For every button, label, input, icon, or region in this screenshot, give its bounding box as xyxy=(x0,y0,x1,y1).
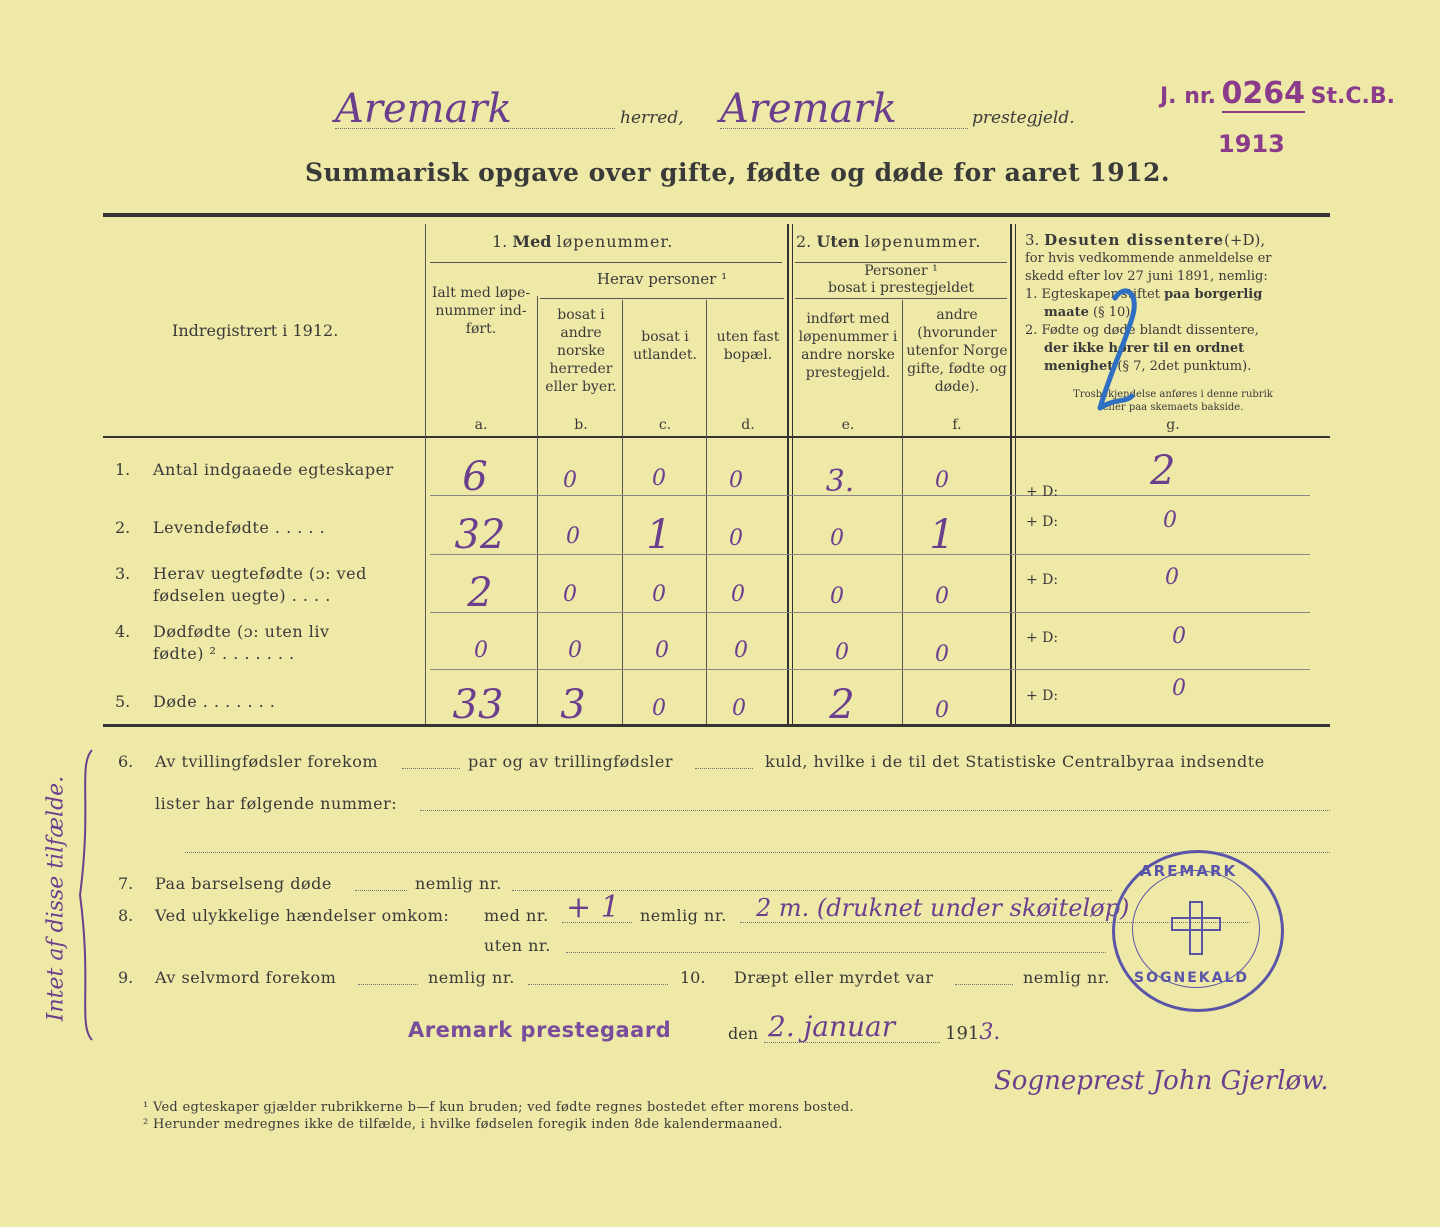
section1-num: 1. xyxy=(492,232,508,251)
stamp-bottom-text: SOGNEKALD xyxy=(1134,970,1249,986)
place-stamp: Aremark prestegaard xyxy=(408,1018,672,1042)
col-divider-7b xyxy=(1015,224,1016,724)
row-2-d: 0 xyxy=(729,526,743,551)
row-1-e: 3. xyxy=(825,464,855,499)
line7-num: 7. xyxy=(118,874,134,893)
row-2-b: 0 xyxy=(566,524,580,549)
date-year xyxy=(945,1020,1000,1045)
row-3-dissent-prefix: + D: xyxy=(1026,572,1059,588)
row-1-c: 0 xyxy=(652,466,666,491)
section3-item1d: (§ 10). xyxy=(1093,305,1135,320)
line10-num: 10. xyxy=(680,968,706,987)
line10-a: Dræpt eller myrdet var xyxy=(734,968,934,987)
footnote-1: ¹ Ved egteskaper gjælder rubrikkerne b—f kun bruden; ved fødte regnes bostedet efter morens bosted. xyxy=(143,1100,854,1115)
date-year-prefix: 191 xyxy=(945,1023,980,1044)
line8-b: med nr. xyxy=(484,906,549,925)
col-letter-f: f. xyxy=(952,417,962,433)
signature: Sogneprest John Gjerløw. xyxy=(994,1066,1329,1096)
line9-b: nemlig nr. xyxy=(428,968,515,987)
line6-c: kuld, hvilke i de til det Statistiske Centralbyraa indsendte xyxy=(765,752,1265,771)
section3-item2c: menighet xyxy=(1044,359,1114,374)
col-divider-5b xyxy=(792,224,793,724)
row-2-dissent-prefix: + D: xyxy=(1026,514,1059,530)
line6-b: par og av trillingfødsler xyxy=(468,752,673,771)
personer-heading-2: bosat i prestegjeldet xyxy=(828,280,974,296)
table-bottom-rule xyxy=(103,724,1330,727)
subheader-rule-1 xyxy=(430,262,782,263)
row-5-a: 33 xyxy=(452,682,504,728)
line6-a: Av tvillingfødsler forekom xyxy=(155,752,379,771)
row-2-num: 2. xyxy=(115,518,131,537)
line6-dots-3 xyxy=(420,810,1330,811)
margin-note: Intet af disse tilfælde. xyxy=(43,775,69,1022)
row-2-a: 32 xyxy=(454,512,506,558)
line9-dots-1 xyxy=(358,984,418,985)
col-letter-b: b. xyxy=(574,417,588,433)
row-2-e: 0 xyxy=(830,526,844,551)
prestegjeld-value: Aremark xyxy=(720,86,897,132)
line9-dots-2 xyxy=(528,984,668,985)
section1-bold: Med xyxy=(512,232,552,251)
line10-b: nemlig nr. xyxy=(1023,968,1110,987)
row-2-label: Levendefødte . . . . . xyxy=(153,518,326,537)
row-4-d: 0 xyxy=(734,638,748,663)
row-4-dissent-prefix: + D: xyxy=(1026,630,1059,646)
col-b-header: bosat i andre norske herreder eller byer. xyxy=(545,307,617,395)
section3-sym: (+D), xyxy=(1224,231,1266,249)
row-3-e: 0 xyxy=(830,584,844,609)
line6-dots-1 xyxy=(402,768,460,769)
herav-personer: Herav personer ¹ xyxy=(596,270,728,288)
herred-value: Aremark xyxy=(335,86,512,132)
row-5-label: Døde . . . . . . . xyxy=(153,692,276,711)
prestegjeld-dots xyxy=(720,128,968,129)
section3-bold: Desuten dissentere xyxy=(1044,231,1225,249)
row-4-c: 0 xyxy=(655,638,669,663)
col-letter-c: c. xyxy=(658,417,672,433)
date-den: den xyxy=(728,1024,759,1043)
row-4-e: 0 xyxy=(835,640,849,665)
table-header-rule xyxy=(103,436,1330,438)
row-5-g: 0 xyxy=(1172,676,1186,701)
subheader-rule-4 xyxy=(795,298,1007,299)
herred-label: herred, xyxy=(620,108,684,128)
line6-num: 6. xyxy=(118,752,134,771)
line9-a: Av selvmord forekom xyxy=(155,968,337,987)
row-sep-4 xyxy=(430,669,1310,670)
line7-dots-1 xyxy=(355,890,407,891)
row-5-b: 3 xyxy=(560,682,586,728)
line8-c: nemlig nr. xyxy=(640,906,727,925)
footnote-2: ² Herunder medregnes ikke de tilfælde, i hvilke fødselen foregik inden 8de kalendermaaned. xyxy=(143,1117,783,1132)
row-3-d: 0 xyxy=(731,582,745,607)
col-divider-2 xyxy=(537,296,538,724)
line6-dots-2 xyxy=(695,768,753,769)
row-2-g: 0 xyxy=(1163,508,1177,533)
row-1-b: 0 xyxy=(563,468,577,493)
row-3-b: 0 xyxy=(563,582,577,607)
stamp-emblem xyxy=(1166,898,1226,958)
line8-a: Ved ulykkelige hændelser omkom: xyxy=(155,906,450,925)
line6-dots-4 xyxy=(185,852,1330,853)
row-3-label2: fødselen uegte) . . . . xyxy=(153,586,331,605)
col-letter-e: e. xyxy=(841,417,855,433)
line8-num: 8. xyxy=(118,906,134,925)
section1-rest: løpenummer. xyxy=(556,232,674,251)
section3-num: 3. xyxy=(1025,231,1040,249)
line10-dots-1 xyxy=(955,984,1013,985)
row-1-dissent-prefix: + D: xyxy=(1026,484,1059,500)
prestegjeld-label: prestegjeld. xyxy=(972,108,1075,128)
col-divider-3 xyxy=(622,300,623,724)
stamp-top-text: AREMARK xyxy=(1140,862,1238,880)
section1-heading xyxy=(492,232,673,251)
row-4-a: 0 xyxy=(474,638,488,663)
section3-item1c: maate xyxy=(1044,305,1089,320)
row-3-g: 0 xyxy=(1165,565,1179,590)
col-f-header: andre (hvorunder utenfor Norge gifte, fødte og døde). xyxy=(906,307,1008,395)
line7-b: nemlig nr. xyxy=(415,874,502,893)
line8-d: uten nr. xyxy=(484,936,551,955)
col-c-header: bosat i utlandet. xyxy=(633,329,697,363)
row-5-num: 5. xyxy=(115,692,131,711)
row-3-num: 3. xyxy=(115,564,131,583)
row-header-label: Indregistrert i 1912. xyxy=(172,321,339,340)
col-divider-6 xyxy=(902,300,903,724)
row-4-f: 0 xyxy=(935,642,949,667)
table-top-rule xyxy=(103,213,1330,217)
row-4-g: 0 xyxy=(1172,624,1186,649)
row-5-e: 2 xyxy=(829,682,855,728)
section3-item2: 2. Fødte og døde blandt dissentere, xyxy=(1025,323,1259,338)
section2-num: 2. xyxy=(796,232,812,251)
herred-dots xyxy=(335,128,615,129)
row-1-a: 6 xyxy=(462,454,488,500)
line8-nemlig-value: 2 m. (druknet under skøiteløp) xyxy=(756,894,1130,922)
row-2-f: 1 xyxy=(929,512,955,558)
journal-year: 1913 xyxy=(1218,130,1285,158)
row-sep-2 xyxy=(430,554,1310,555)
line8-dots-3 xyxy=(566,952,1106,953)
line7-a: Paa barselseng døde xyxy=(155,874,332,893)
section3-line1: for hvis vedkommende anmeldelse er xyxy=(1025,251,1272,266)
line6-d: lister har følgende nummer: xyxy=(155,794,398,813)
row-5-c: 0 xyxy=(652,696,666,721)
col-letter-a: a. xyxy=(474,417,488,433)
col-divider-7 xyxy=(1010,224,1012,724)
personer-heading: Personer ¹ xyxy=(864,263,938,279)
date-value: 2. januar xyxy=(768,1010,896,1043)
row-4-b: 0 xyxy=(568,638,582,663)
row-1-num: 1. xyxy=(115,460,131,479)
section3-note2: eller paa skemaets bakside. xyxy=(1102,402,1244,413)
row-4-label2: fødte) ² . . . . . . . xyxy=(153,644,295,663)
row-3-c: 0 xyxy=(652,582,666,607)
col-d-header: uten fast bopæl. xyxy=(716,329,780,363)
section2-bold: Uten xyxy=(816,232,860,251)
col-divider-4 xyxy=(706,300,707,724)
section2-heading xyxy=(796,232,981,251)
row-5-f: 0 xyxy=(935,698,949,723)
section3-note1: Trosbekjendelse anføres i denne rubrik xyxy=(1073,389,1273,400)
row-1-f: 0 xyxy=(935,468,949,493)
section3-item2b: der ikke hører til en ordnet xyxy=(1044,341,1245,356)
section3-line2: skedd efter lov 27 juni 1891, nemlig: xyxy=(1025,269,1268,284)
row-3-label: Herav uegtefødte (ɔ: ved xyxy=(153,564,367,583)
line8-med-value: + 1 xyxy=(566,890,620,925)
date-dots xyxy=(764,1042,940,1043)
col-e-header: indført med løpenummer i andre norske prestegjeld. xyxy=(798,311,898,381)
col-letter-g: g. xyxy=(1166,417,1180,433)
col-divider-1 xyxy=(425,224,426,724)
row-sep-3 xyxy=(430,612,1310,613)
row-1-g: 2 xyxy=(1150,448,1176,494)
journal-stamp xyxy=(1160,76,1395,111)
row-5-dissent-prefix: + D: xyxy=(1026,688,1059,704)
col-divider-5 xyxy=(787,224,789,724)
journal-prefix: J. nr. xyxy=(1160,84,1216,109)
section3-item2d: (§ 7, 2det punktum). xyxy=(1117,359,1252,374)
page-title: Summarisk opgave over gifte, fødte og døde for aaret 1912. xyxy=(305,158,1171,187)
section3-item1a: 1. Egteskaper stiftet xyxy=(1025,287,1160,302)
section3-heading xyxy=(1025,231,1335,249)
journal-number: 0264 xyxy=(1221,76,1306,111)
row-3-f: 0 xyxy=(935,584,949,609)
line8-dots-1 xyxy=(562,922,632,923)
row-4-num: 4. xyxy=(115,622,131,641)
section2-rest: løpenummer. xyxy=(864,232,982,251)
row-5-d: 0 xyxy=(732,696,746,721)
row-3-a: 2 xyxy=(467,570,493,616)
row-4-label: Dødfødte (ɔ: uten liv xyxy=(153,622,330,641)
row-2-c: 1 xyxy=(646,512,672,558)
margin-brace xyxy=(70,745,100,1045)
col-letter-d: d. xyxy=(741,417,755,433)
blue-pencil-mark xyxy=(1070,278,1150,428)
row-1-d: 0 xyxy=(729,468,743,493)
journal-suffix: St.C.B. xyxy=(1310,84,1395,109)
line9-num: 9. xyxy=(118,968,134,987)
subheader-rule-2 xyxy=(540,298,784,299)
col-a-header: Ialt med løpe-nummer ind-ført. xyxy=(431,285,531,337)
row-1-label: Antal indgaaede egteskaper xyxy=(153,460,394,479)
section3-item1b: paa borgerlig xyxy=(1164,287,1263,302)
date-year-suffix: 3. xyxy=(979,1020,1001,1045)
